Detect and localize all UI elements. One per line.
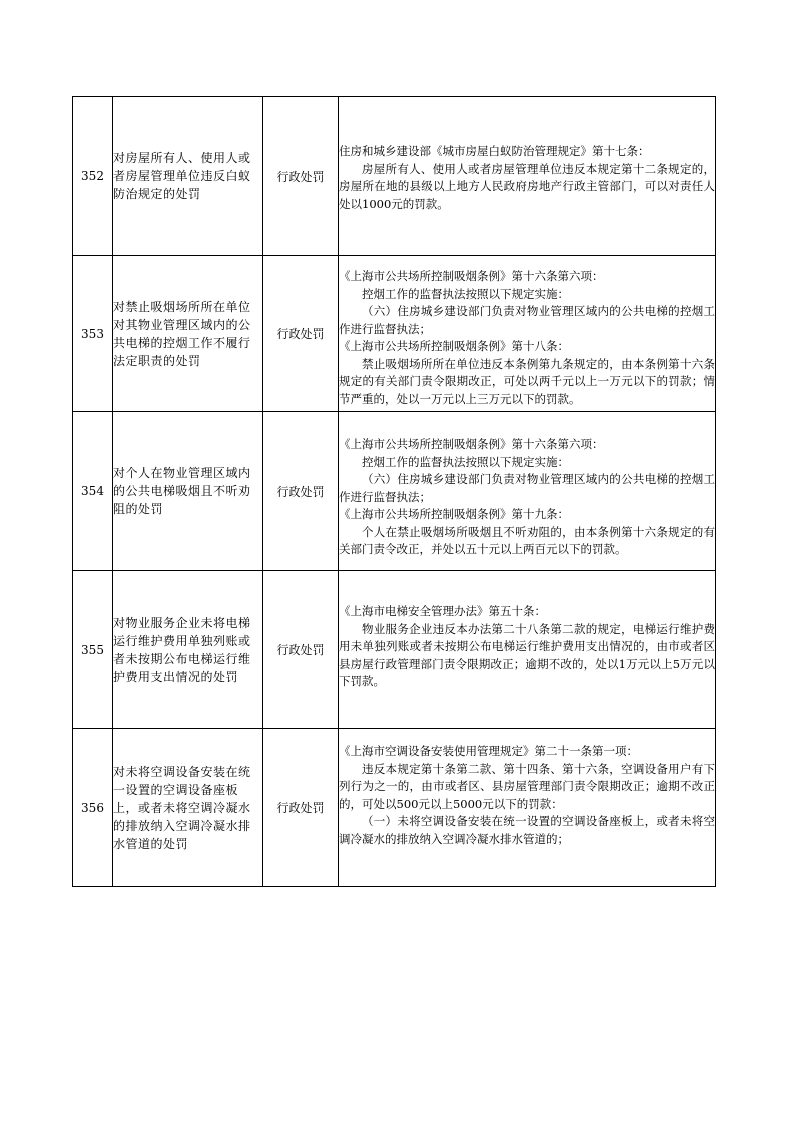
legal-basis-paragraph: 《上海市公共场所控制吸烟条例》第十八条：	[339, 339, 569, 353]
penalty-table	[72, 96, 716, 887]
item-type: 行政处罚	[263, 571, 339, 729]
item-type: 行政处罚	[263, 729, 339, 887]
legal-basis-paragraph: 《上海市公共场所控制吸烟条例》第十六条第六项：	[339, 437, 604, 451]
item-name: 对未将空调设备安装在统一设置的空调设备座板上，或者未将空调冷凝水的排放纳入空调冷凝水排水管道的处罚	[113, 729, 263, 887]
legal-basis-text	[339, 603, 715, 691]
item-type: 行政处罚	[263, 256, 339, 412]
legal-basis	[339, 412, 716, 571]
legal-basis-paragraph: 房屋所有人、使用人或者房屋管理单位违反本规定第十二条规定的，房屋所在地的县级以上地方人民政府房地产行政主管部门，可以对责任人处以1000元的罚款。	[339, 161, 715, 211]
legal-basis-paragraph: 《上海市空调设备安装使用管理规定》第二十一条第一项：	[339, 744, 638, 758]
legal-basis	[339, 256, 716, 412]
table-row	[73, 412, 716, 571]
table-row	[73, 571, 716, 729]
table-row	[73, 729, 716, 887]
item-type: 行政处罚	[263, 97, 339, 256]
legal-basis-paragraph: 《上海市公共场所控制吸烟条例》第十九条：	[339, 507, 569, 521]
legal-basis	[339, 571, 716, 729]
legal-basis-paragraph: 住房和城乡建设部《城市房屋白蚁防治管理规定》第十七条：	[339, 144, 650, 158]
legal-basis-paragraph: 禁止吸烟场所所在单位违反本条例第九条规定的，由本条例第十六条规定的有关部门责令限期改正，可处以两千元以上一万元以下的罚款；情节严重的，处以一万元以上三万元以下的罚款。	[339, 356, 715, 406]
legal-basis-paragraph: 违反本规定第十条第二款、第十四条、第十六条，空调设备用户有下列行为之一的，由市或者区、县房屋管理部门责令限期改正；逾期不改正的，可处以500元以上5000元以下的罚款：	[339, 761, 715, 811]
legal-basis-paragraph: 控烟工作的监督执法按照以下规定实施：	[362, 454, 569, 469]
item-name: 对禁止吸烟场所所在单位对其物业管理区域内的公共电梯的控烟工作不履行法定职责的处罚	[113, 256, 263, 412]
table-row	[73, 97, 716, 256]
row-number: 355	[73, 571, 113, 729]
legal-basis-text	[339, 743, 715, 848]
legal-basis-paragraph: （六）住房城乡建设部门负责对物业管理区域内的公共电梯的控烟工作进行监督执法；	[339, 472, 715, 504]
item-name: 对房屋所有人、使用人或者房屋管理单位违反白蚁防治规定的处罚	[113, 97, 263, 256]
legal-basis-text	[339, 143, 715, 213]
legal-basis-text	[339, 268, 715, 408]
row-number: 356	[73, 729, 113, 887]
row-number: 352	[73, 97, 113, 256]
legal-basis-paragraph: 控烟工作的监督执法按照以下规定实施：	[362, 286, 569, 301]
legal-basis-paragraph: 《上海市电梯安全管理办法》第五十条：	[339, 604, 546, 618]
legal-basis-paragraph: 《上海市公共场所控制吸烟条例》第十六条第六项：	[339, 269, 604, 283]
row-number: 353	[73, 256, 113, 412]
legal-basis-paragraph: 个人在禁止吸烟场所吸烟且不听劝阻的，由本条例第十六条规定的有关部门责令改正，并处以五十元以上两百元以下的罚款。	[339, 524, 715, 556]
row-number: 354	[73, 412, 113, 571]
legal-basis-text	[339, 436, 715, 559]
item-name: 对物业服务企业未将电梯运行维护费用单独列账或者未按期公布电梯运行维护费用支出情况的处罚	[113, 571, 263, 729]
legal-basis	[339, 729, 716, 887]
legal-basis-paragraph: （一）未将空调设备安装在统一设置的空调设备座板上，或者未将空调冷凝水的排放纳入空调冷凝水排水管道的；	[339, 814, 715, 846]
legal-basis-paragraph: （六）住房城乡建设部门负责对物业管理区域内的公共电梯的控烟工作进行监督执法；	[339, 304, 715, 336]
legal-basis-paragraph: 物业服务企业违反本办法第二十八条第二款的规定，电梯运行维护费用未单独列账或者未按期公布电梯运行维护费用支出情况的，由市或者区县房屋行政管理部门责令限期改正；逾期不改的，处以1万元以上5万元以下罚款。	[339, 621, 715, 688]
item-name: 对个人在物业管理区域内的公共电梯吸烟且不听劝阻的处罚	[113, 412, 263, 571]
table-row	[73, 256, 716, 412]
item-type: 行政处罚	[263, 412, 339, 571]
legal-basis	[339, 97, 716, 256]
